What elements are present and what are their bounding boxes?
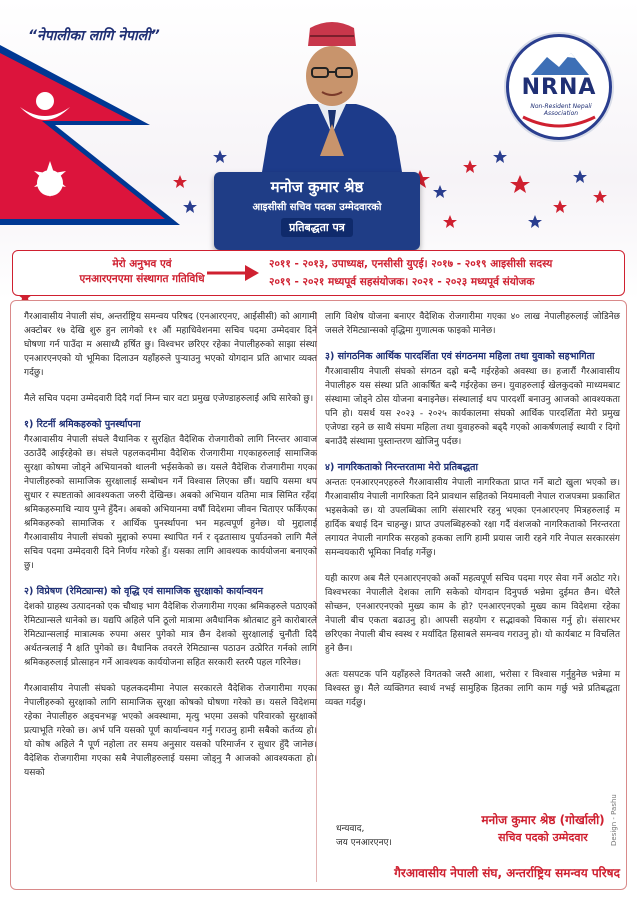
campaign-slogan: “नेपालीका लागि नेपाली” <box>28 28 160 44</box>
candidate-portrait <box>248 6 416 196</box>
section-4-body: अन्ततः एनआरएनएहरुले गैरआवासीय नेपाली नागरिकता प्राप्त गर्ने बाटो खुला भएको छ। गैरआवासीय नेपाली नागरिकता दिने प्रावधान सहितको नियमावली नेपाल राजपत्रमा प्रकाशित भइसकेको छ। यो उपलब्धिका लागि संसारभरि रहनु भएका एनआरएनए मित्रहरुलाई म हार्दिक बधाई दिन चाहन्छु। प्राप्त उपलब्धिहरुको रक्षा गर्दै वंशजको नागरिकताको निरन्तरता लगायत नेपाली नागरिक सरहको हकका लागि हामी प्रयास जारी रहने गरि नेपाल सरकारसंग समन्वयकारी भूमिका निर्वाह गर्नेछु। <box>325 478 620 558</box>
closing-block <box>336 822 392 850</box>
thanks-paragraph: अतः यसपटक पनि यहाँहरुले विगतको जस्तै आशा, भरोसा र विश्वास गर्नुहुनेछ भन्नेमा म विश्वस्त छु। मैले व्यक्तिगत स्वार्थ नभई सामुहिक हितका लागि काम गर्छु भन्ने प्रतिबद्धता व्यक्त गर्दछु। <box>325 670 620 708</box>
experience-box <box>12 250 625 296</box>
signature-name: मनोज कुमार श्रेष्ठ (गोर्खाली) <box>481 813 605 827</box>
section-2-body: देशको ग्राहस्थ उत्पादनको एक चौथाइ भाग वैदेशिक रोजगारीमा गएका श्रमिकहरुले पठाएको रेमिट्यान्सले धानेको छ। यद्यपि अहिले पनि ठूलो मात्रामा अवैधानिक श्रोतबाट हुने कारोबारले रेमिट्यान्सलाई मात्रात्मक रुपमा असर पुगेको मात्र छैन देशको सुरक्षालाई चुनौती दिदै अर्थतन्त्रलाई नै क्षति पुगेको छ। वैधानिक तवरले रेमिट्यान्स पठाउन उत्प्रेरित गर्नको लागि श्रमिकहरुलाई प्रोत्साहन गर्ने आवश्यक कार्ययोजना सहित सरकारी स्तरमै पहल गरिनेछ। <box>24 602 317 668</box>
closing-thanks: धन्यवाद, <box>336 824 365 834</box>
left-column <box>24 310 317 792</box>
section-3-body: गैरआवासीय नेपाली संघको संगठन दह्रो बन्दै गईरहेको अवस्था छ। हजारौं गैरआवासीय नेपालीहरु यस संस्था प्रति आकर्षित बन्दै गईरहेका छन। युवाहरुलाई खेलकुदको माध्यमबाट संस्थामा जोड्ने ठोस योजना बनाइनेछ। संस्थालाई थप पारदर्शी बनाउनु आजको आवश्यकता पनि हो। यसर्थ यस २०२३ - २०२५ कार्यकालमा संघको आर्थिक पारदर्शिता मेरो प्रमुख एजेण्डा रहने छ साथै संघमा महिला तथा युवाहरुको बढ्दै गएको आकर्षणलाई स्थायी र दिगो बनाउँदै संस्थामा पुस्तान्तरण खोजिनु पर्दछ। <box>325 367 620 447</box>
right-column <box>325 310 620 722</box>
candidate-role: आइसीसी सचिव पदका उम्मेदवारको <box>252 202 382 213</box>
intro-paragraph-2: मैले सचिव पदमा उम्मेदवारी दिदै गर्दा निम्न चार वटा प्रमुख एजेण्डाहरुलाई अघि सारेको छु। <box>24 394 314 404</box>
section-4-heading: ४) नागरिकताको निरन्तरतामा मेरो प्रतिबद्धता <box>325 462 478 473</box>
section-1-body: गैरआवासीय नेपाली संघले वैधानिक र सुरक्षित वैदेशिक रोजगारीको लागि निरन्तर आवाज उठाउँदै आईरहेको छ। संघले पहलकदमीमा वैदेशिक रोजगारीमा गएकाहरुलाई सामाजिक सुरक्षा कोषमा जोड्ने अभियानको थालनी भईसकेको छ। यसले वैदेशिक रोजगारीमा गएका नेपालीहरुको सामाजिक सुरक्षालाई सम्बोधन गर्ने विश्वास लिएका छौं। यद्यपि यसमा थप सुधार र स्पष्टताको आवश्यकता जरुरी देखिन्छ। अबको अभियान यतिमा मात्र सिमित रहँदा श्रमिकहरुमाथि न्याय पुग्ने हुँदैन। अबको अभियानमा वर्षौं विदेशमा जीवन चिताएर फर्किएका श्रमिकहरुको सामाजिक र आर्थिक पुनर्स्थापना भन महत्वपूर्ण हुनेछ। यो मुद्दालाई गैरआवासीय नेपाली संघको मुद्दाको रुपमा स्थापित गर्न र दृढतासाथ पुर्याउनको लागि मैले सचिव पदमा उम्मेदवारी दिने निर्णय गरेको हुँ। यसका लागि आवश्यक कार्ययोजना बनाएको छु। <box>24 435 317 571</box>
arrow-right-icon <box>203 261 263 285</box>
design-credit: Design - Pashu <box>610 794 618 846</box>
logo-acronym: NRNA <box>521 75 597 100</box>
signature-role: सचिव पदको उम्मेदवार <box>498 831 588 844</box>
section-1-heading: १) रिटर्नी श्रमिकहरुको पुनर्स्थापना <box>24 419 141 430</box>
experience-label-line2: एनआरएनएमा संस्थागत गतिविधि <box>79 273 205 285</box>
experience-label-line1: मेरो अनुभव एवं <box>112 258 172 270</box>
closing-salute: जय एनआरएनए। <box>336 838 392 848</box>
candidate-name-banner <box>214 172 420 250</box>
logo-full-name: Non-Resident Nepali Association <box>530 103 592 117</box>
section-3-heading: ३) सांगठनिक आर्थिक पारदर्शिता एवं संगठनमा महिला तथा युवाको सहभागिता <box>325 351 595 362</box>
candidate-name: मनोज कुमार श्रेष्ठ <box>270 178 364 196</box>
experience-timeline <box>269 255 619 291</box>
signature-block <box>458 812 628 846</box>
intro-paragraph: गैरआवासीय नेपाली संघ, अन्तर्राष्ट्रिय समन्वय परिषद (एनआरएनए, आईसीसी) को आगामी अक्टोबर १७ देखि शुरु हुन लागेको ११ औं महाधिवेशनमा सचिव पदमा उम्मेदवार दिने घोषणा गर्न पाउँदा म असाध्यै हर्षित छु। विश्वभर छरिएर रहेका नेपालीहरुको साझा संस्था एनआरएनएको यो भूमिका दिलाउन यहाँहरुले पुऱ्याउनु भएको योगदान प्रति आभार व्यक्त गर्दछु। <box>24 312 317 378</box>
nepal-flag-icon <box>0 45 200 235</box>
section-2-heading: २) विप्रेषण (रेमिट्यान्स) को वृद्धि एवं सामाजिक सुरक्षाको कार्यान्वयन <box>24 586 263 597</box>
appeal-paragraph: यही कारण अब मैले एनआरएनएको अर्को महत्वपूर्ण सचिव पदमा गएर सेवा गर्ने अठोट गरे। विश्वभरका नेपालीले देशका लागि सकेको योगदान दिनुपर्छ भन्नेमा दुईमत छैन। धेरैले सोच्छन, एनआरएनएको मुख्य काम के हो? एनआरएनएको मुख्य काम विदेशमा रहेका नेपाली बीच एकता बढाउनु हो। आपसी सहयोग र सद्भावको विकास गर्नु हो। संसारभर छरिएका नेपाली बीच स्वस्थ र मर्यादित हिसाबले समन्वय गराउनु हो। यो कार्यबाट म विचलित हुने छैन। <box>325 574 620 654</box>
continued-paragraph: लागि विशेष योजना बनाएर वैदेशिक रोजगारीमा गएका ४० लाख नेपालीहरुलाई जोडिनेछ जसले रेमिट्यान्सको वृद्धिमा गुणात्मक फाइको मानेछ। <box>325 312 620 336</box>
section-2-body-2: गैरआवासीय नेपाली संघको पहलकदमीमा नेपाल सरकारले वैदेशिक रोजगारीमा गएका नेपालीहरुको सुरक्षाको लागि सामाजिक सुरक्षा कोषको घोषणा गरेको छ। यसले विदेशमा रहेका नेपालीहरु अड्चनभङ्ग भएको अवस्थामा, मृत्यु भएमा उसको परिवारको सुरक्षाको प्रत्याभूति गरेको छ। अर्भ पनि यसको पूर्ण कार्यान्वयन गर्नु गराउनु हामी सबैको कर्तव्य हो। यो कोष अहिले नै पूर्ण नहोला तर समय अनुसार यसको परिमार्जन र सुधार हुँदै जानेछ। वैदेशिक रोजगारीमा गएका सबै नेपालीहरुलाई यसमा जोड्नु नै आजको आवश्यकता हो। यसको <box>24 684 317 778</box>
document-title: प्रतिबद्धता पत्र <box>281 218 353 237</box>
timeline-line1: २०११ - २०१३, उपाध्यक्ष, एनसीसी युएई। २०१७ - २०१९ आइसीसी सदस्य <box>269 258 553 270</box>
nrna-logo <box>506 34 612 140</box>
timeline-line2: २०१९ - २०२१ मध्यपूर्व सहसंयोजक। २०२१ - २०२३ मध्यपूर्व संयोजक <box>269 276 535 288</box>
signature-organization: गैरआवासीय नेपाली संघ, अन्तर्राष्ट्रिय समन्वय परिषद <box>394 866 620 880</box>
